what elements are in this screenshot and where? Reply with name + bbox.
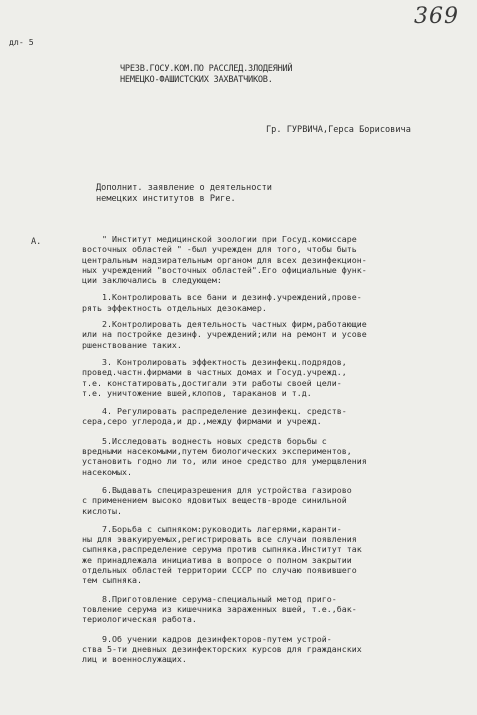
text-line: 3. Контролировать эффектность дезинфекц.подрядов, (102, 356, 347, 367)
text-line: 4. Регулировать распределение дезинфекц. средств- (102, 406, 347, 417)
text-line: рять эффектность отдельных дезокамер. (82, 302, 267, 313)
text-line: 6.Выдавать специразрешения для устройства газирово (102, 484, 352, 495)
text-line: " Институт медицинской зоологии при Госуд.комиссаре (102, 234, 357, 244)
header-line-1: ЧРЕЗВ.ГОСУ.КОМ.ПО РАССЛЕД.ЗЛОДЕЯНИЙ (120, 64, 293, 74)
text-line: отдельных областей территории СССР по случаю появившего (82, 565, 357, 576)
paragraph-item-6 (82, 485, 454, 516)
handwritten-page-number: 369 (414, 4, 459, 29)
paragraph-item-9 (82, 634, 454, 665)
text-line: кислоты. (82, 505, 122, 516)
text-line: насекомых. (82, 466, 132, 477)
file-mark: дл- 5 (9, 37, 34, 47)
paragraph-item-8 (82, 594, 454, 625)
text-line: провед.частн.фирмами в частных домах и Госуд.учрежд., (82, 367, 347, 378)
text-line: 9.Об учении кадров дезинфекторов-путем устрой- (102, 633, 332, 644)
text-line: т.е. констатировать,достигали эти работы своей цели- (82, 377, 342, 388)
text-line: ных учреждений "восточных областей".Его официальные функ- (82, 264, 367, 275)
text-line: с применением высоко ядовитых веществ-вроде синильной (82, 495, 347, 506)
text-line: 2.Контролировать деятельность частных фирм,работающие (102, 319, 367, 330)
paragraph-item-4 (82, 406, 454, 427)
text-line: 7.Борьба с сыпняком:руководить лагерями,каранти- (102, 523, 342, 534)
paragraph-item-3 (82, 357, 454, 398)
text-line: ства 5-ти дневных дезинфекторских курсов для гражданских (82, 643, 362, 654)
text-line: вредными насекомыми,путем биологических экспериментов, (82, 446, 352, 457)
text-line: товление серума из кишечника зараженных вшей, т.е.,бак- (82, 603, 357, 614)
text-line: 8.Приготовление серума-специальный метод приго- (102, 593, 337, 604)
subject-line-2: немецких институтов в Риге. (96, 194, 236, 204)
paragraph-item-7 (82, 524, 454, 586)
text-line: 5.Исследовать воднесть новых средств борьбы с (102, 435, 327, 446)
section-mark: А. (31, 237, 42, 247)
text-line: установить годно ли то, или иное средство для умерщвления (82, 456, 367, 467)
text-line: териологическая работа. (82, 614, 197, 625)
paragraph-item-2 (82, 319, 454, 350)
document-body (82, 234, 454, 664)
paragraph-item-1 (82, 292, 454, 313)
text-line: ны для эвакуируемых,регистрировать все случаи появления (82, 534, 357, 545)
text-line: восточных областей " -был учрежден для того, чтобы быть (82, 244, 357, 255)
subject-line-1: Дополнит. заявление о деятельности (96, 183, 272, 193)
text-line: сыпняка,распределение серума против сыпняка.Институт так (82, 544, 362, 555)
header-line-2: НЕМЕЦКО-ФАШИСТСКИХ ЗАХВАТЧИКОВ. (120, 75, 273, 85)
text-line: 1.Контролировать все бани и дезинф.учреждений,прове- (102, 292, 362, 303)
text-line: лиц и военнослужащих. (82, 654, 187, 665)
paragraph-item-5 (82, 436, 454, 477)
text-line: тем сыпняка. (82, 575, 142, 586)
from-line: Гр. ГУРВИЧА,Герса Борисовича (266, 125, 411, 135)
text-line: т.е. уничтожение вшей,клопов, тараканов и т.д. (82, 387, 312, 398)
text-line: или на постройке дезинф. учреждений;или на ремонт и усове (82, 329, 367, 340)
paragraph-intro (82, 234, 454, 285)
text-line: ции заключались в следующем: (82, 275, 222, 286)
text-line: же принадлежала инициатива в вопросе о полном закрытии (82, 554, 352, 565)
text-line: сера,серо углерода,и др.,между фирмами и учрежд. (82, 416, 322, 427)
text-line: центральным надзирательным органом для всех дезинфекцион- (82, 254, 367, 265)
text-line: ршенствование таких. (82, 339, 182, 350)
